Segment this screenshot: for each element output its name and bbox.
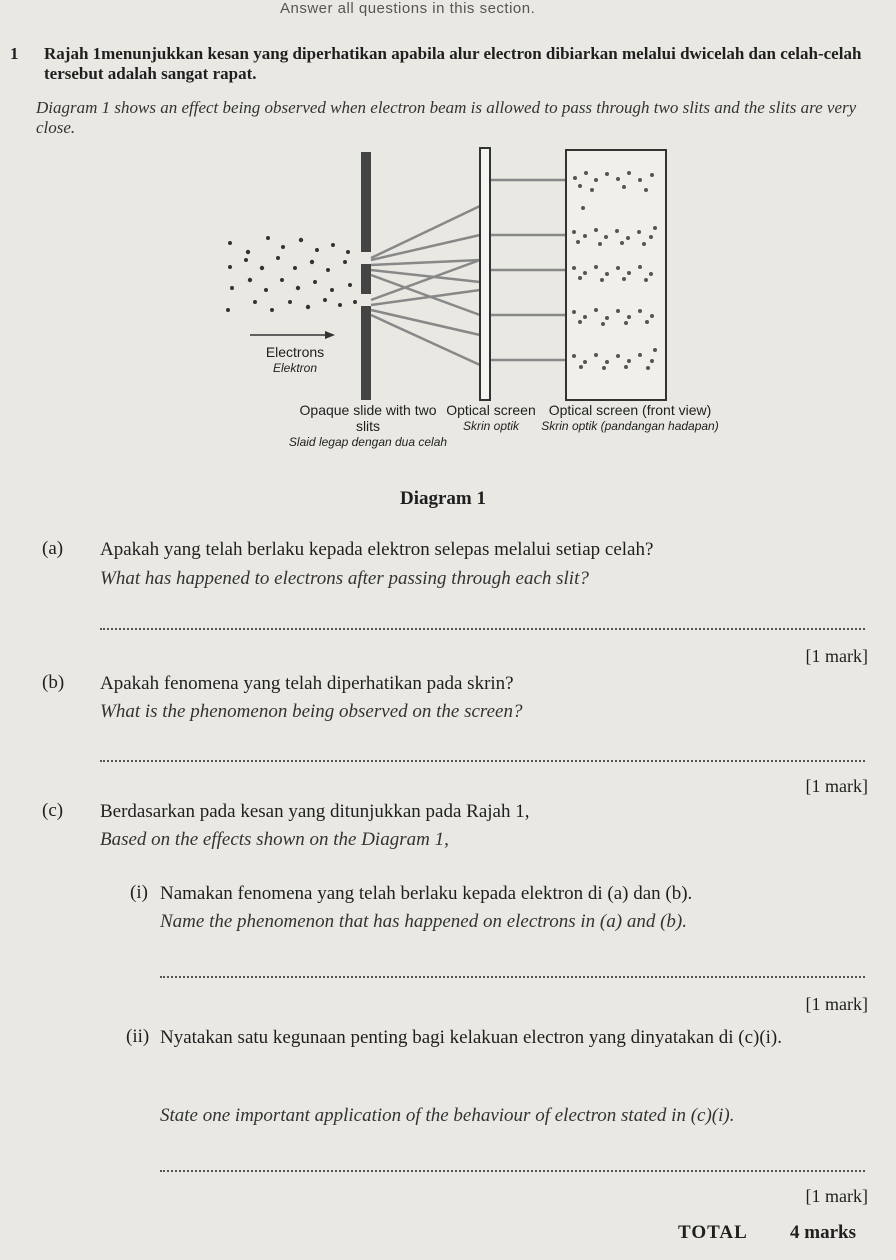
part-b-label: (b)	[42, 672, 65, 693]
opaque-slide-middle	[361, 264, 371, 294]
part-a-label: (a)	[42, 538, 64, 559]
total-marks: 4 marks	[790, 1222, 856, 1243]
question-number: 1	[10, 44, 19, 63]
opaque-slide-lower	[361, 306, 371, 400]
optical-screen-side	[480, 148, 490, 400]
part-b-question-english: What is the phenomenon being observed on the screen?	[100, 701, 523, 722]
part-c-question-english: Based on the effects shown on the Diagram 1,	[100, 829, 449, 850]
total-label: TOTAL	[678, 1222, 748, 1243]
part-cii-mark: [1 mark]	[805, 1186, 868, 1206]
part-a-answer-line[interactable]	[100, 628, 865, 630]
part-a-mark: [1 mark]	[805, 646, 868, 666]
part-ci-mark: [1 mark]	[805, 994, 868, 1014]
diagram-title: Diagram 1	[400, 488, 487, 509]
part-a-question-malay: Apakah yang telah berlaku kepada elektron selepas melalui setiap celah?	[100, 539, 654, 560]
opaque-slide-label: Opaque slide with two slits Slaid legap dengan dua celah	[288, 402, 448, 449]
electron-beam-dots	[226, 236, 357, 312]
question-intro-english: Diagram 1 shows an effect being observed when electron beam is allowed to pass through two slits and the slits are very close.	[36, 98, 857, 137]
question-intro-malay: Rajah 1menunjukkan kesan yang diperhatikan apabila alur electron dibiarkan melalui dwicelah dan celah-celah tersebut adalah sangat rapat.	[44, 44, 862, 83]
diffracted-rays	[371, 180, 565, 365]
part-b-mark: [1 mark]	[805, 776, 868, 796]
section-instruction: Answer all questions in this section.	[280, 0, 536, 17]
part-a-question-english: What has happened to electrons after passing through each slit?	[100, 568, 589, 589]
opaque-slide-upper	[361, 152, 371, 252]
optical-screen-label: Optical screen Skrin optik	[446, 402, 536, 433]
part-b-answer-line[interactable]	[100, 760, 865, 762]
part-ci-answer-line[interactable]	[160, 976, 865, 978]
part-cii-question-english: State one important application of the behaviour of electron stated in (c)(i).	[160, 1105, 735, 1126]
front-view-label: Optical screen (front view) Skrin optik (pandangan hadapan)	[541, 402, 719, 433]
part-ci-question-malay: Namakan fenomena yang telah berlaku kepada elektron di (a) dan (b).	[160, 883, 693, 904]
part-ci-label: (i)	[130, 882, 148, 903]
part-cii-question-malay: Nyatakan satu kegunaan penting bagi kelakuan electron yang dinyatakan di (c)(i).	[160, 1027, 783, 1048]
electrons-label: Electrons Elektron	[265, 344, 325, 375]
part-c-label: (c)	[42, 800, 64, 821]
part-cii-label: (ii)	[126, 1026, 150, 1047]
part-b-question-malay: Apakah fenomena yang telah diperhatikan pada skrin?	[100, 673, 514, 694]
part-cii-answer-line[interactable]	[160, 1170, 865, 1172]
part-c-question-malay: Berdasarkan pada kesan yang ditunjukkan pada Rajah 1,	[100, 801, 530, 822]
part-ci-question-english: Name the phenomenon that has happened on electrons in (a) and (b).	[160, 911, 687, 932]
